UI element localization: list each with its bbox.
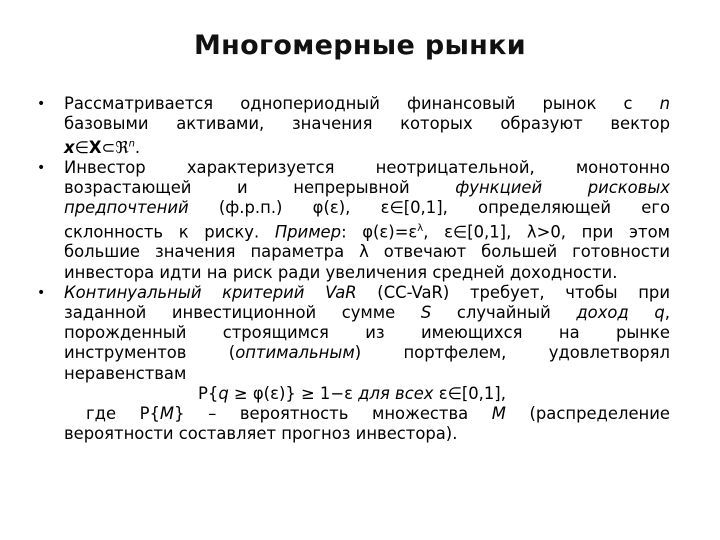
text-line: предпочтений (ф.р.п.) φ(ε), ε∈[0,1], определяющей его bbox=[64, 198, 670, 218]
text-line: возрастающей и непрерывной функцией рисковых bbox=[64, 178, 670, 198]
formula: P{q ≥ φ(ε)} ≥ 1−ε для всех ε∈[0,1], bbox=[198, 383, 506, 403]
bullet-item bbox=[30, 94, 670, 158]
formula-note: где P{M} – вероятность множества M (распределение bbox=[86, 403, 670, 423]
slide-content bbox=[30, 94, 670, 444]
text-line: склонность к риску. Пример: $\varphi(\varepsilon)=\varepsilon^\lambda$, ε∈[0,1], λ>0, при этом bbox=[64, 222, 670, 242]
text-line: Рассматривается однопериодный финансовый рынок с n bbox=[64, 94, 670, 113]
bullet-marker: • bbox=[37, 160, 46, 177]
bullet-item bbox=[30, 158, 670, 283]
bullet-marker: • bbox=[37, 96, 46, 112]
text-line: Континуальный критерий VaR (CC-VaR) требует, чтобы при bbox=[64, 282, 670, 302]
page-title: Многомерные рынки bbox=[194, 30, 526, 61]
bullet-item bbox=[30, 283, 670, 384]
text-line: заданной инвестиционной сумме S случайный доход q, bbox=[64, 302, 670, 322]
formula-note-line: вероятности составляет прогноз инвестора). bbox=[64, 424, 458, 444]
text-line: инвестора идти на риск ради увеличения средней доходности. bbox=[64, 262, 618, 282]
text-line: неравенствам bbox=[64, 363, 187, 383]
text-line: базовыми активами, значения которых образуют вектор bbox=[64, 114, 670, 134]
text-line: порожденный строящимся из имеющихся на рынке bbox=[64, 323, 670, 343]
bullet-marker: • bbox=[37, 284, 46, 301]
text-line: большие значения параметра λ отвечают большей готовности bbox=[64, 242, 670, 262]
text-line: инструментов (оптимальным) портфелем, удовлетворял bbox=[64, 343, 670, 363]
text-line: Инвестор характеризуется неотрицательной, монотонно bbox=[64, 158, 670, 178]
text-line: x∈X⊂ℜ$^n$. bbox=[64, 137, 141, 157]
